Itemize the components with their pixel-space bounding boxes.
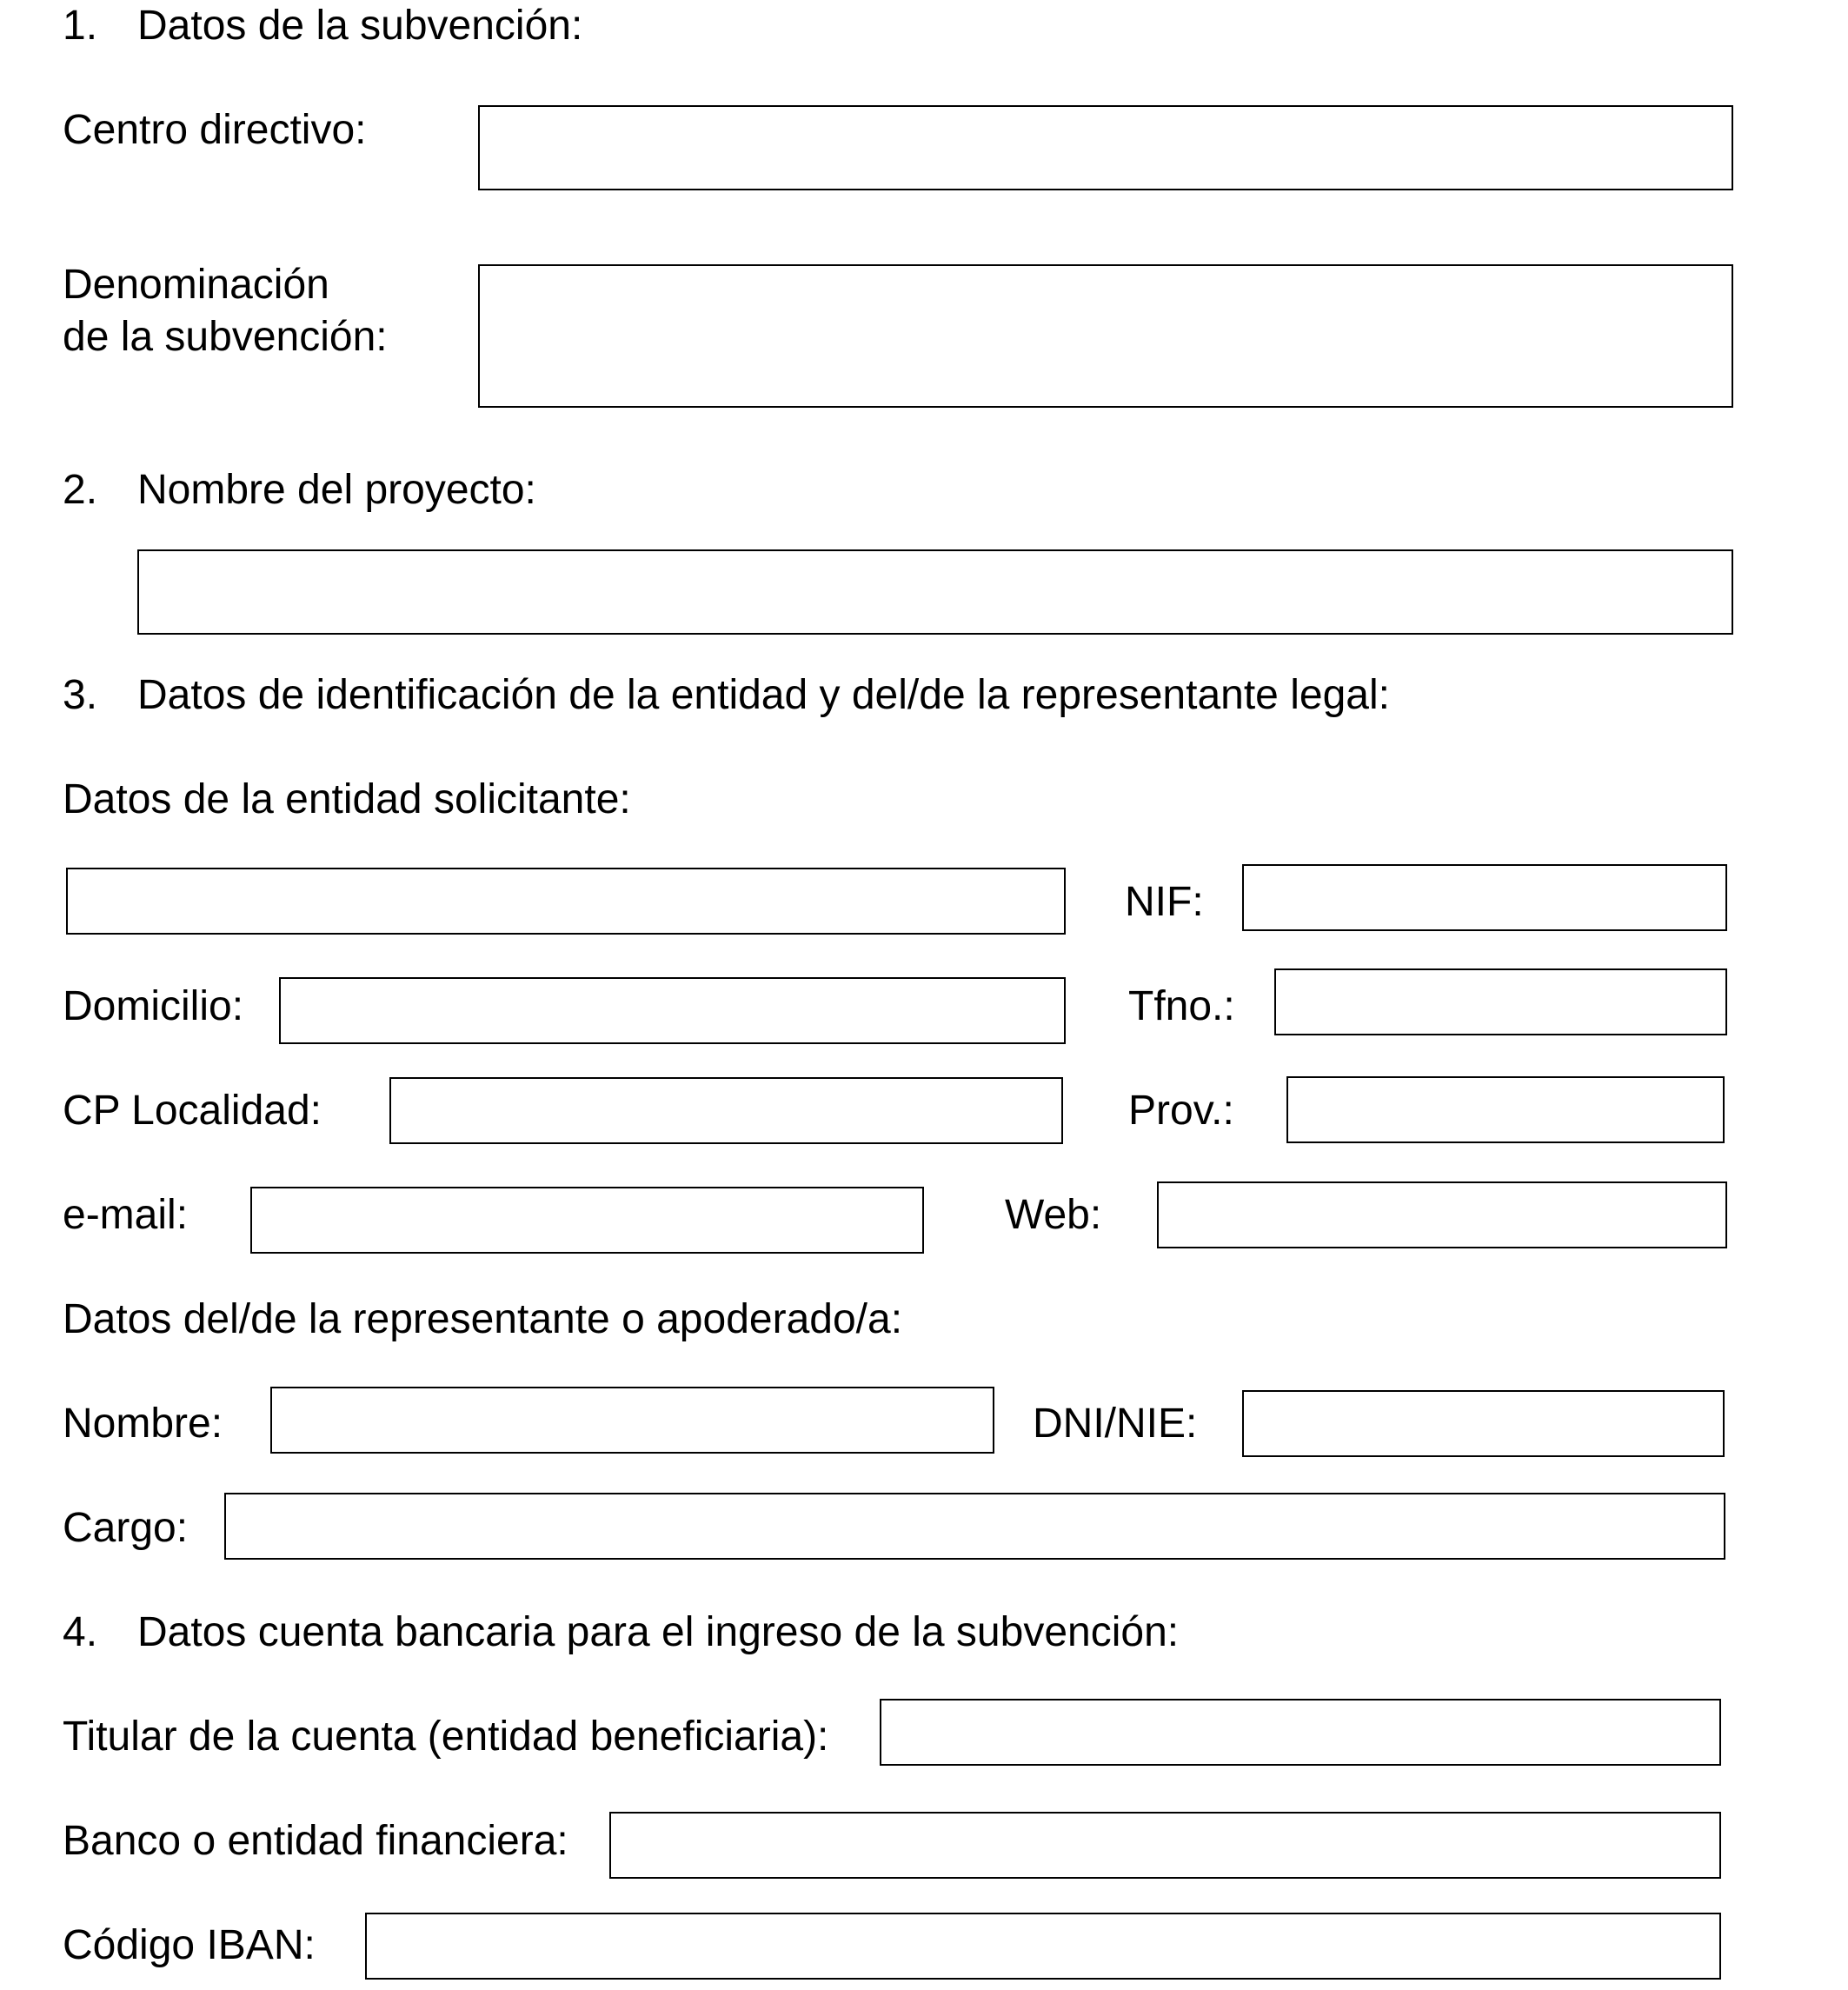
- iban-field[interactable]: [365, 1913, 1721, 1980]
- email-label: e-mail:: [63, 1192, 189, 1238]
- nombre-label: Nombre:: [63, 1401, 223, 1447]
- denominacion-label-line1: Denominación: [63, 262, 329, 308]
- denominacion-field[interactable]: [478, 264, 1733, 408]
- banco-label: Banco o entidad financiera:: [63, 1818, 568, 1864]
- prov-label: Prov.:: [1128, 1088, 1234, 1134]
- cargo-label: Cargo:: [63, 1505, 189, 1551]
- dni-nie-label: DNI/NIE:: [1033, 1401, 1198, 1447]
- prov-field[interactable]: [1286, 1076, 1725, 1143]
- section-4-number: 4.: [63, 1609, 98, 1655]
- tfno-field[interactable]: [1274, 968, 1727, 1035]
- section-3-number: 3.: [63, 672, 98, 718]
- cargo-field[interactable]: [224, 1493, 1725, 1560]
- domicilio-label: Domicilio:: [63, 983, 244, 1029]
- denominacion-label-line2: de la subvención:: [63, 314, 388, 360]
- cp-localidad-field[interactable]: [389, 1077, 1063, 1144]
- nombre-entidad-field[interactable]: [66, 868, 1066, 935]
- section-4-title: Datos cuenta bancaria para el ingreso de la subvención:: [137, 1609, 1180, 1655]
- banco-field[interactable]: [609, 1812, 1721, 1879]
- centro-directivo-label: Centro directivo:: [63, 107, 367, 153]
- section-1-number: 1.: [63, 3, 98, 49]
- iban-label: Código IBAN:: [63, 1922, 316, 1968]
- email-field[interactable]: [250, 1187, 924, 1254]
- tfno-label: Tfno.:: [1128, 983, 1235, 1029]
- domicilio-field[interactable]: [279, 977, 1066, 1044]
- web-label: Web:: [1005, 1192, 1102, 1238]
- section-3-title: Datos de identificación de la entidad y del/de la representante legal:: [137, 672, 1390, 718]
- centro-directivo-field[interactable]: [478, 105, 1733, 190]
- web-field[interactable]: [1157, 1181, 1727, 1248]
- titular-label: Titular de la cuenta (entidad beneficiaria):: [63, 1714, 829, 1760]
- section-2-number: 2.: [63, 467, 98, 513]
- entidad-heading: Datos de la entidad solicitante:: [63, 776, 631, 822]
- nombre-representante-field[interactable]: [270, 1387, 994, 1454]
- cp-localidad-label: CP Localidad:: [63, 1088, 322, 1134]
- nombre-proyecto-field[interactable]: [137, 549, 1733, 635]
- dni-nie-field[interactable]: [1242, 1390, 1725, 1457]
- nif-field[interactable]: [1242, 864, 1727, 931]
- nif-label: NIF:: [1125, 879, 1204, 925]
- section-2-title: Nombre del proyecto:: [137, 467, 536, 513]
- representante-heading: Datos del/de la representante o apoderado/a:: [63, 1296, 903, 1342]
- titular-field[interactable]: [880, 1699, 1721, 1766]
- section-1-title: Datos de la subvención:: [137, 3, 583, 49]
